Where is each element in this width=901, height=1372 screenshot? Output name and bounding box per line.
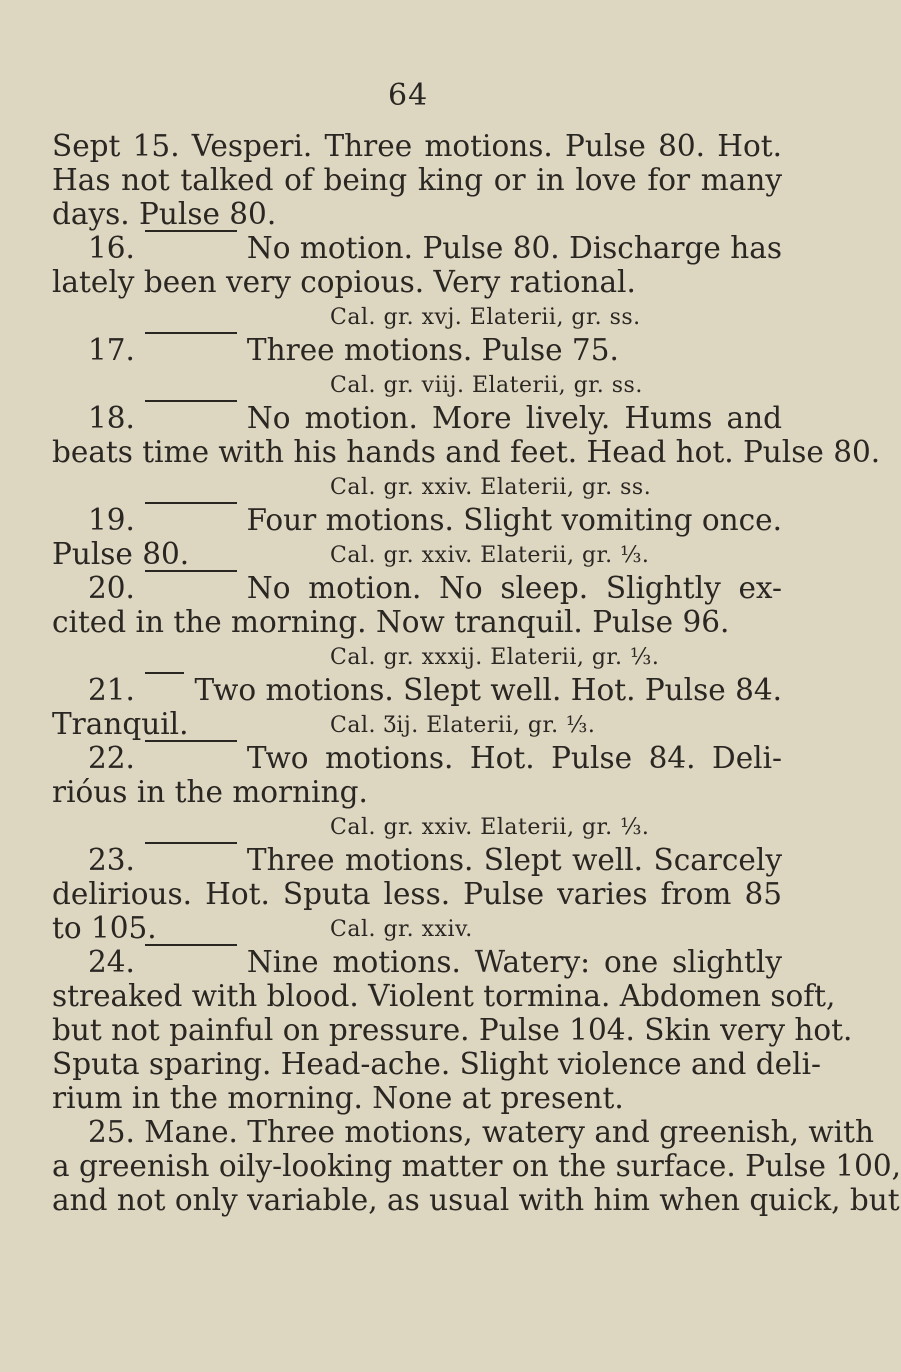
line-text: lately been very copious. Very rational. — [52, 265, 636, 299]
text-line — [52, 604, 800, 640]
day-number: 18. — [88, 401, 135, 435]
line-text: Has not talked of being king or in love for many — [52, 163, 782, 197]
rule-dash — [145, 842, 237, 844]
day-number: 19. — [88, 503, 135, 537]
text-line — [52, 876, 782, 912]
prescription-line — [330, 470, 800, 506]
line-text: Sputa sparing. Head-ache. Slight violence and deli- — [52, 1047, 821, 1081]
text-line — [52, 536, 782, 572]
line-text: Three motions. Slept well. Scarcely — [246, 843, 782, 877]
line-text: delirious. Hot. Sputa less. Pulse varies from 85 — [52, 877, 782, 911]
line-text: Nine motions. Watery: one slightly — [246, 945, 782, 979]
day-number: 16. — [88, 231, 135, 265]
prescription-text: Cal. gr. xxiv. — [330, 917, 473, 942]
line-text: Four motions. Slight vomiting once. — [246, 503, 782, 537]
line-text: streaked with blood. Violent tormina. Abdomen soft, — [52, 979, 836, 1013]
line-text: 25. Mane. Three motions, watery and greenish, with — [88, 1115, 874, 1149]
text-line — [52, 910, 782, 946]
text-line — [52, 196, 800, 232]
entry-line — [88, 230, 782, 266]
line-text: rióus in the morning. — [52, 775, 368, 809]
line-text: cited in the morning. Now tranquil. Pulse 96. — [52, 605, 730, 639]
line-text: days. Pulse 80. — [52, 197, 277, 231]
line-text: No motion. No sleep. Slightly ex- — [246, 571, 782, 605]
entry-line — [88, 740, 782, 776]
line-text: beats time with his hands and feet. Head hot. Pulse 80. — [52, 435, 881, 469]
line-text: rium in the morning. None at present. — [52, 1081, 624, 1115]
rule-dash — [145, 944, 237, 946]
line-text: No motion. More lively. Hums and — [246, 401, 782, 435]
text-line — [52, 1080, 800, 1116]
prescription-text: Cal. gr. viij. Elaterii, gr. ss. — [330, 373, 643, 398]
prescription-line — [330, 810, 800, 846]
rule-dash — [145, 332, 237, 334]
day-number: 22. — [88, 741, 135, 775]
prescription-text: Cal. gr. xxiv. Elaterii, gr. ss. — [330, 475, 652, 500]
line-text: Two motions. Slept well. Hot. Pulse 84. — [194, 673, 782, 707]
line-text: but not painful on pressure. Pulse 104. Skin very hot. — [52, 1013, 853, 1047]
line-text: No motion. Pulse 80. Discharge has — [246, 231, 782, 265]
rule-dash — [145, 672, 185, 674]
text-line — [52, 434, 881, 470]
day-number: 17. — [88, 333, 135, 367]
prescription-line — [330, 368, 800, 404]
rule-dash — [145, 740, 237, 742]
text-line — [52, 1012, 853, 1048]
prescription-text: Cal. gr. xxiv. Elaterii, gr. ⅓. — [330, 815, 650, 840]
text-line — [88, 1114, 874, 1150]
prescription-text: Cal. gr. xvj. Elaterii, gr. ss. — [330, 305, 641, 330]
page-number: 64 — [388, 78, 429, 113]
entry-line — [88, 672, 782, 708]
text-line — [52, 1046, 821, 1082]
day-number: 20. — [88, 571, 135, 605]
entry-line — [88, 332, 782, 368]
day-number: 24. — [88, 945, 135, 979]
text-line — [52, 264, 800, 300]
rule-dash — [145, 570, 237, 572]
text-line — [52, 128, 782, 164]
line-text: to 105. — [52, 911, 157, 945]
prescription-line — [330, 300, 800, 336]
day-number: 23. — [88, 843, 135, 877]
line-text: Three motions. Pulse 75. — [246, 333, 619, 367]
prescription-text: Cal. Ʒij. Elaterii, gr. ⅓. — [330, 713, 596, 738]
prescription-text: Cal. gr. xxiv. Elaterii, gr. ⅓. — [330, 543, 650, 568]
entry-line — [88, 842, 782, 878]
text-line — [52, 706, 782, 742]
line-text: Two motions. Hot. Pulse 84. Deli- — [246, 741, 782, 775]
rule-dash — [145, 502, 237, 504]
day-number: 21. — [88, 673, 135, 707]
rule-dash — [145, 400, 237, 402]
rule-dash — [145, 230, 237, 232]
prescription-text: Cal. gr. xxxij. Elaterii, gr. ⅓. — [330, 645, 660, 670]
text-line — [52, 1182, 900, 1218]
line-text: and not only variable, as usual with him when quick, but — [52, 1183, 900, 1217]
line-text: a greenish oily-looking matter on the surface. Pulse 100, — [52, 1149, 901, 1183]
line-text: Sept 15. Vesperi. Three motions. Pulse 80. Hot. — [52, 129, 782, 163]
entry-line — [88, 944, 782, 980]
text-line — [52, 162, 782, 198]
text-line — [52, 1148, 901, 1184]
line-text: Pulse 80. — [52, 537, 190, 571]
text-line — [52, 774, 800, 810]
entry-line — [88, 502, 782, 538]
entry-line — [88, 400, 782, 436]
prescription-line — [330, 640, 800, 676]
entry-line — [88, 570, 782, 606]
text-line — [52, 978, 836, 1014]
line-text: Tranquil. — [52, 707, 189, 741]
